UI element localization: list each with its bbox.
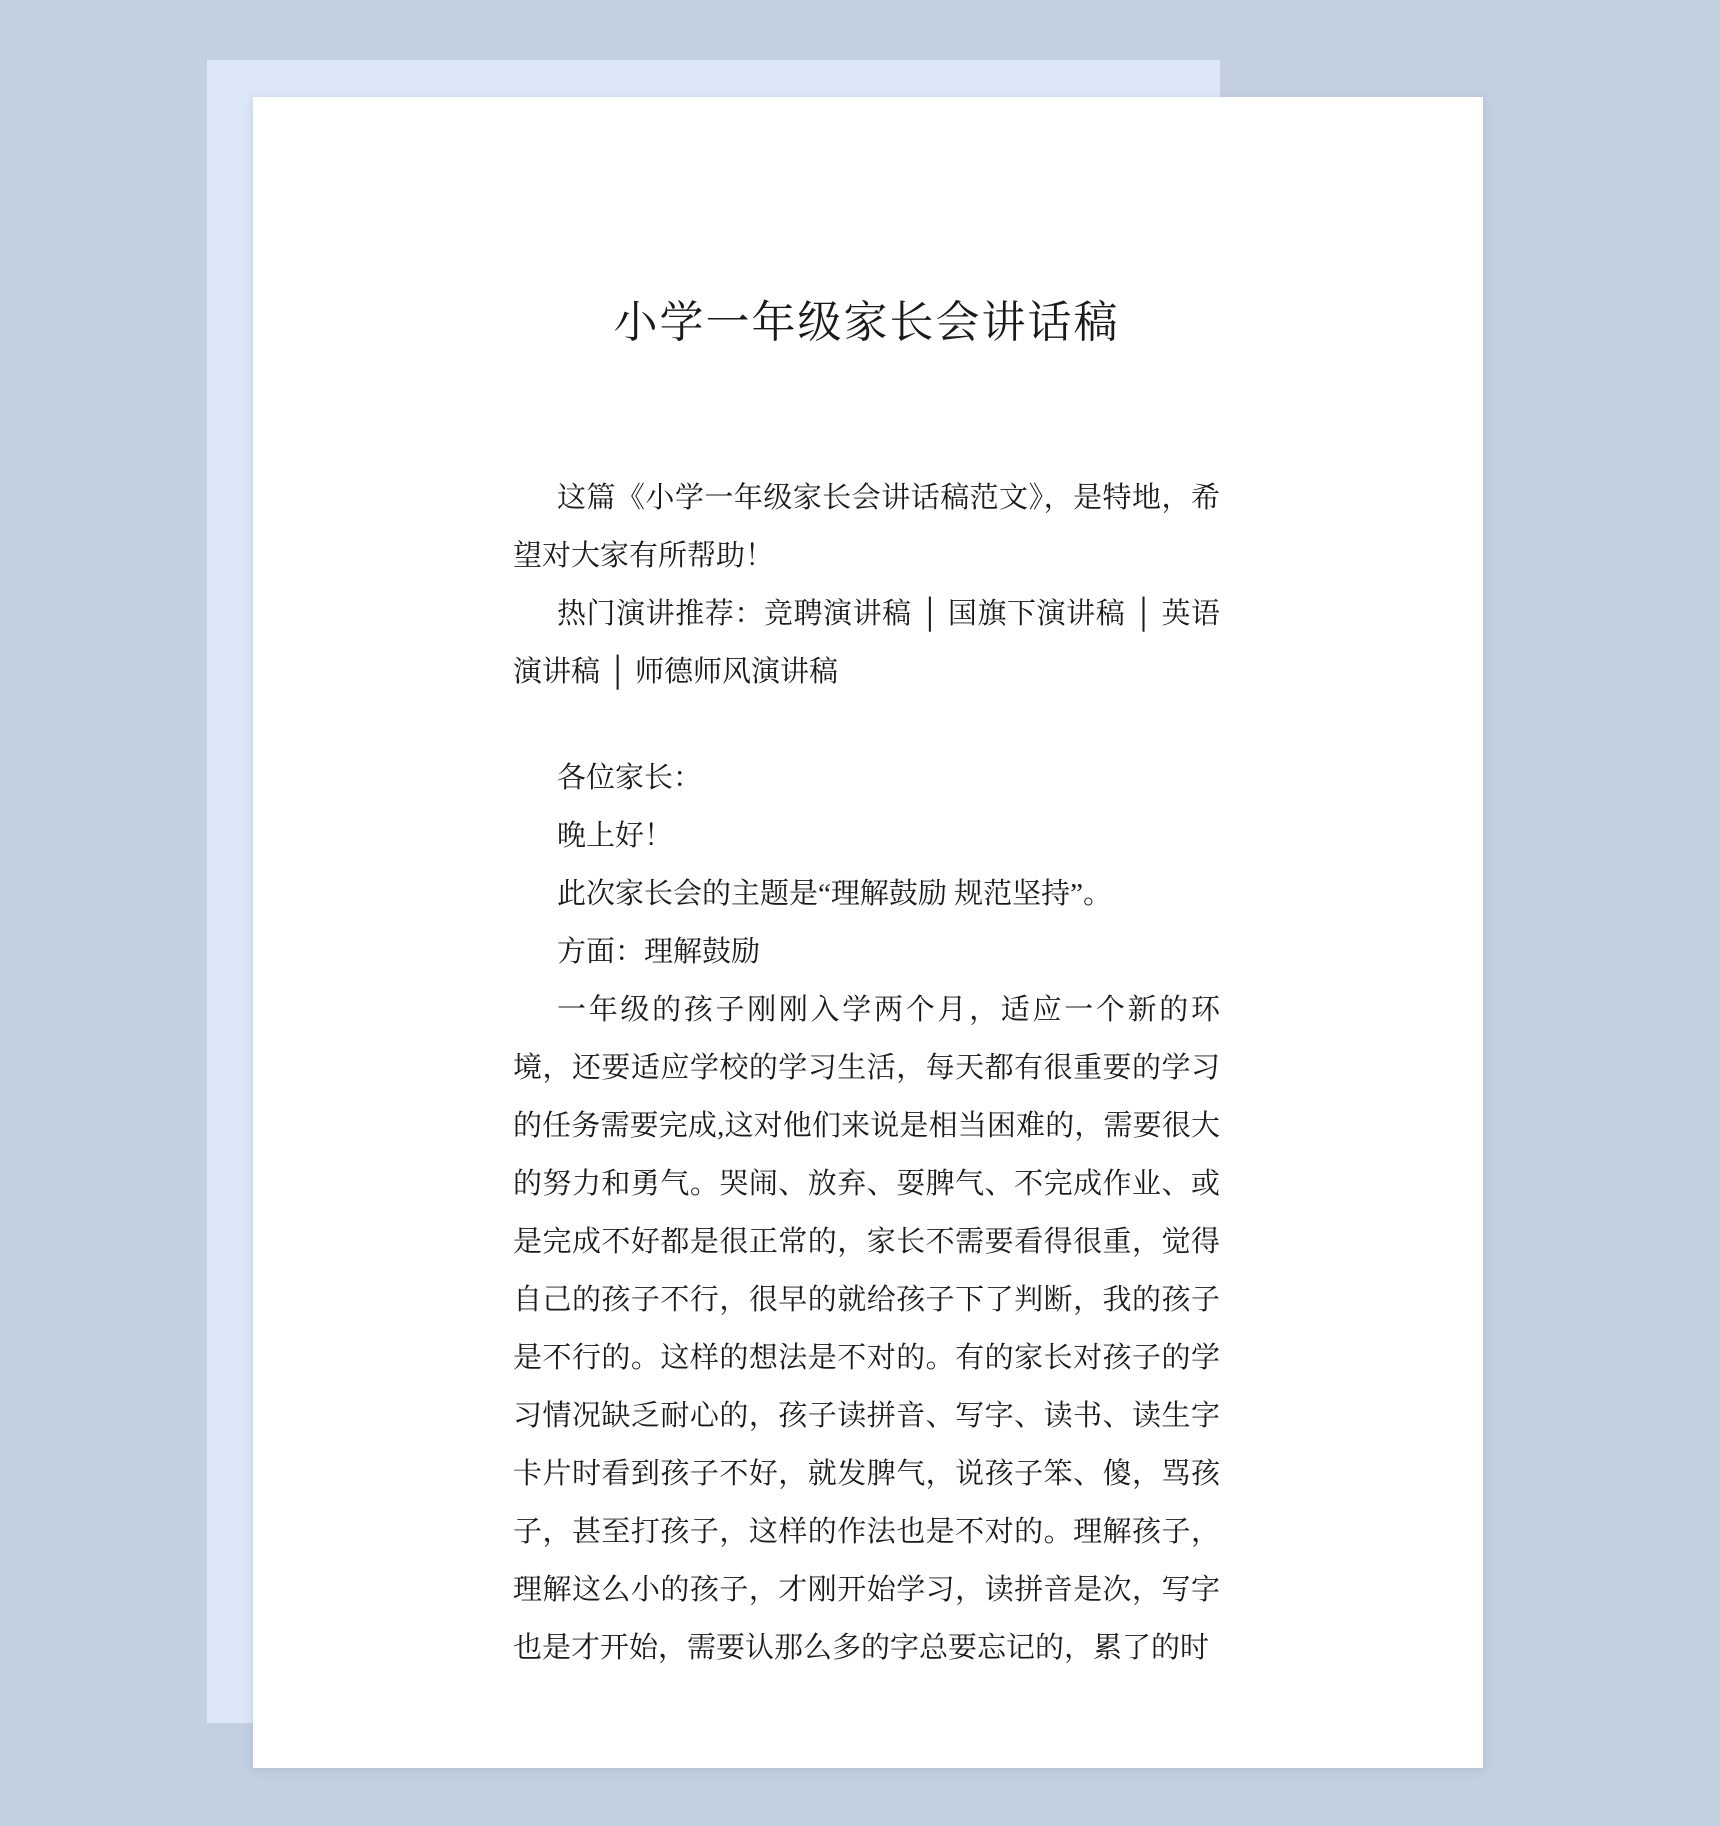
paragraph-theme: 此次家长会的主题是“理解鼓励 规范坚持”。 xyxy=(557,878,1112,910)
paragraph-intro: 这篇《小学一年级家长会讲话稿范文》，是特地，希望对大家有所帮助！ xyxy=(513,482,1220,572)
document-body xyxy=(513,469,1220,1677)
paragraph-main-content: 一年级的孩子刚刚入学两个月，适应一个新的环境，还要适应学校的学习生活，每天都有很重要的学习的任务需要完成,这对他们来说是相当困难的，需要很大的努力和勇气。哭闹、放弃、耍脾气、不完成作业、或是完成不好都是很正常的，家长不需要看得很重，觉得自己的孩子不行，很早的就给孩子下了判断，我的孩子是不行的。这样的想法是不对的。有的家长对孩子的学习情况缺乏耐心的，孩子读拼音、写字、读书、读生字卡片时看到孩子不好，就发脾气，说孩子笨、傻，骂孩子，甚至打孩子，这样的作法也是不对的。理解孩子，理解这么小的孩子，才刚开始学习，读拼音是次，写字也是才开始，需要认那么多的字总要忘记的，累了的时 xyxy=(513,994,1220,1664)
document-page xyxy=(253,97,1483,1768)
document-title: 小学一年级家长会讲话稿 xyxy=(613,298,1120,347)
paragraph-recommend-links: 热门演讲推荐：竞聘演讲稿 │ 国旗下演讲稿 │ 英语演讲稿 │ 师德师风演讲稿 xyxy=(513,598,1220,688)
paragraph-section-heading: 方面：理解鼓励 xyxy=(557,936,761,968)
paragraph-salutation: 各位家长： xyxy=(557,762,703,794)
paragraph-greeting: 晚上好！ xyxy=(557,820,674,852)
